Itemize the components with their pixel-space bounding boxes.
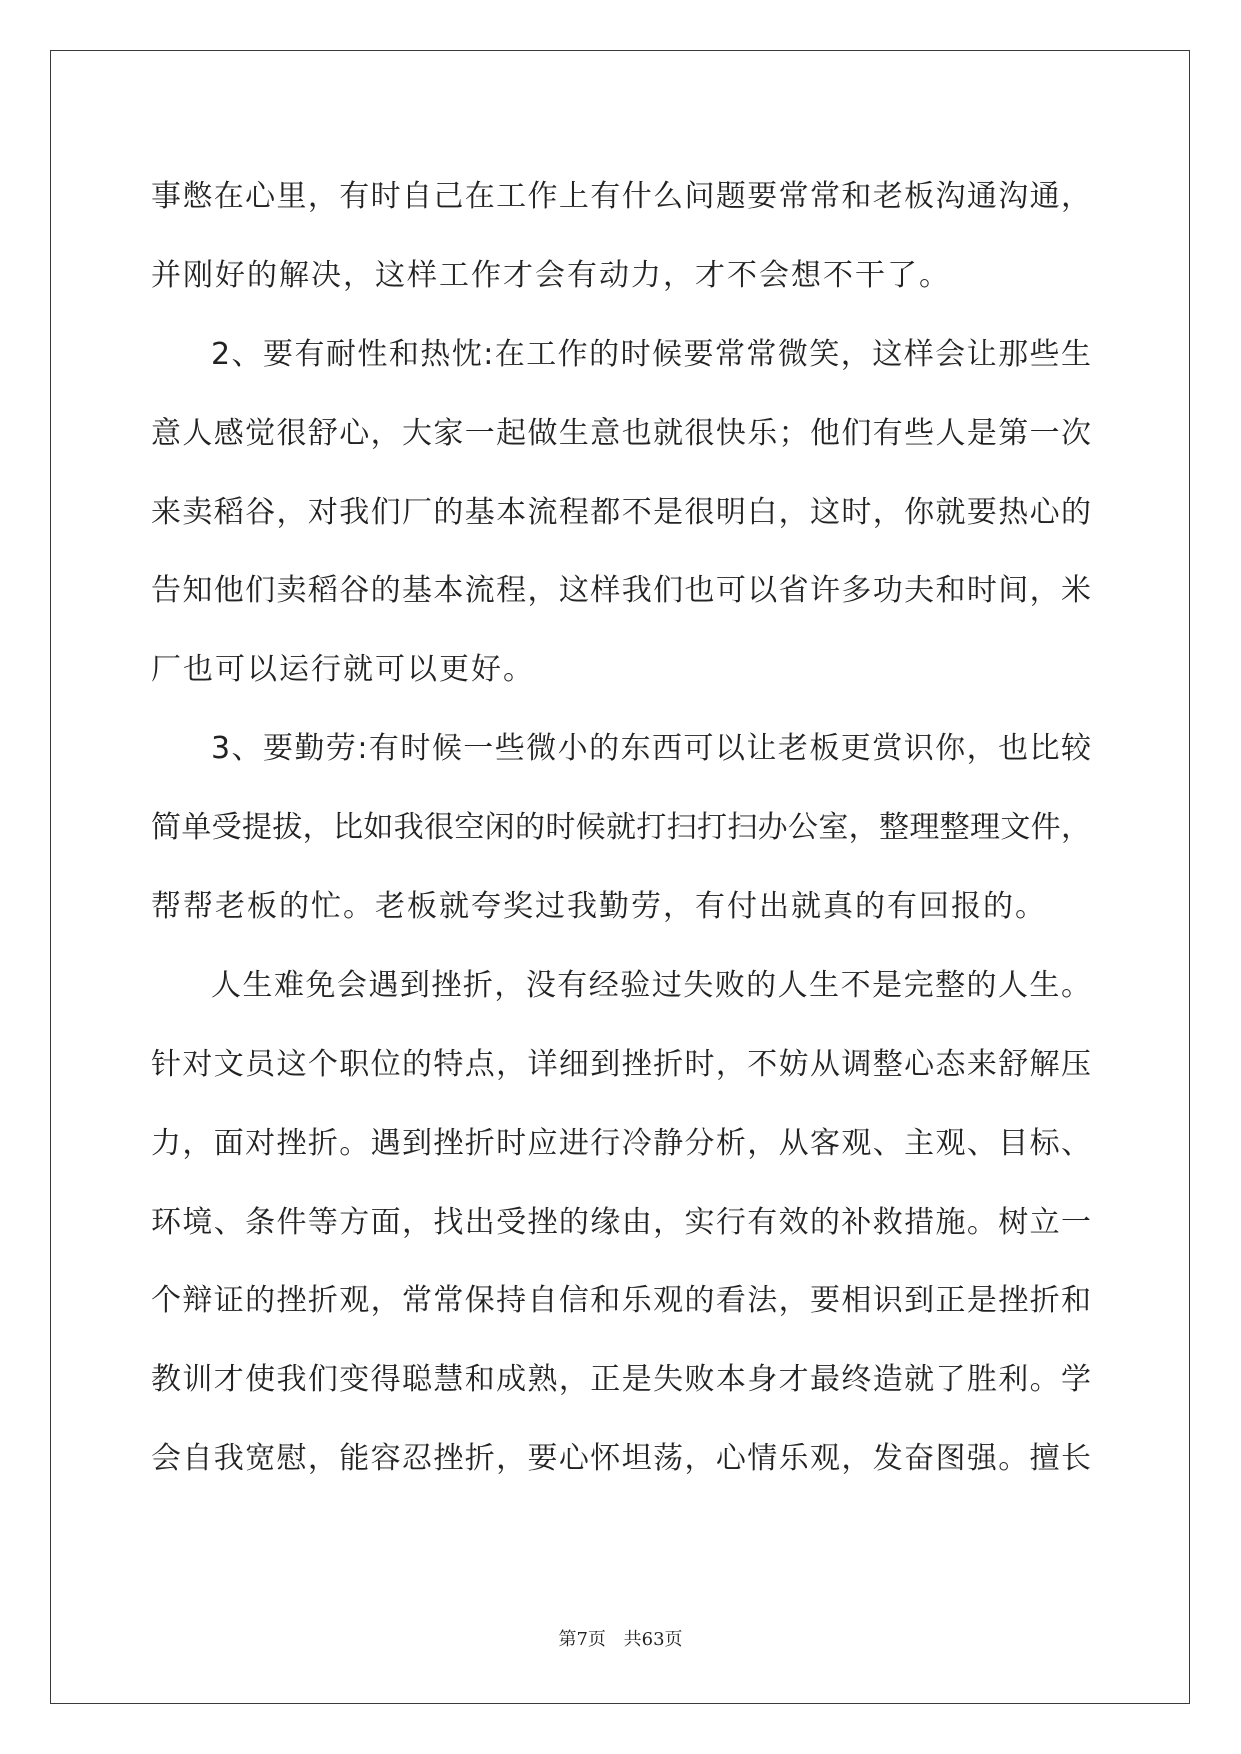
text-line: 并刚好的解决，这样工作才会有动力，才不会想不干了。 [151,257,951,293]
text-line: 帮帮老板的忙。老板就夸奖过我勤劳，有付出就真的有回报的。 [151,889,1047,925]
text-line: 个辩证的挫折观，常常保持自信和乐观的看法，要相识到正是挫折和 [151,1283,1091,1319]
text-line: 简单受提拔，比如我很空闲的时候就打扫打扫办公室，整理整理文件， [151,810,1091,846]
text-line: 2、要有耐性和热忱:在工作的时候要常常微笑，这样会让那些生 [211,336,1091,372]
text-line: 人生难免会遇到挫折，没有经验过失败的人生不是完整的人生。 [211,967,1091,1003]
body-text [151,158,1091,1499]
text-line: 会自我宽慰，能容忍挫折，要心怀坦荡，心情乐观，发奋图强。擅长 [151,1441,1091,1477]
text-line: 针对文员这个职位的特点，详细到挫折时，不妨从调整心态来舒解压 [151,1046,1091,1082]
page-total: 共63页 [623,1629,683,1650]
page-footer [0,1625,1241,1651]
text-line: 力，面对挫折。遇到挫折时应进行冷静分析，从客观、主观、目标、 [151,1125,1091,1161]
text-line: 厂也可以运行就可以更好。 [151,652,535,688]
page-number: 第7页 [558,1629,606,1650]
text-line: 来卖稻谷，对我们厂的基本流程都不是很明白，这时，你就要热心的 [151,494,1091,530]
text-line: 环境、条件等方面，找出受挫的缘由，实行有效的补救措施。树立一 [151,1204,1091,1240]
text-line: 3、要勤劳:有时候一些微小的东西可以让老板更赏识你，也比较 [211,731,1091,767]
text-line: 意人感觉很舒心，大家一起做生意也就很快乐；他们有些人是第一次 [151,415,1091,451]
text-line: 教训才使我们变得聪慧和成熟，正是失败本身才最终造就了胜利。学 [151,1362,1091,1398]
text-line: 告知他们卖稻谷的基本流程，这样我们也可以省许多功夫和时间，米 [151,573,1091,609]
text-line: 事憋在心里，有时自己在工作上有什么问题要常常和老板沟通沟通， [151,179,1091,214]
